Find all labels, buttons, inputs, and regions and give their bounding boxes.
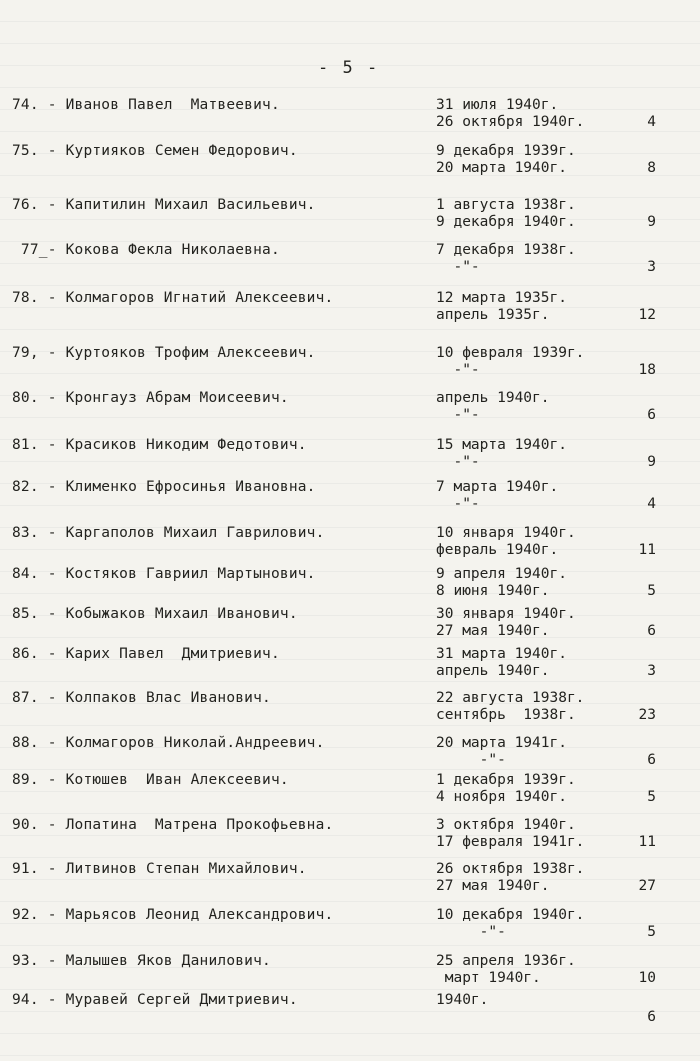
record-name: 74. - Иванов Павел Матвеевич. xyxy=(12,97,280,113)
record-row xyxy=(0,992,700,1036)
record-name: 86. - Карих Павел Дмитриевич. xyxy=(12,646,280,662)
record-name: 79, - Куртояков Трофим Алексеевич. xyxy=(12,345,316,361)
record-date-start: апрель 1940г. xyxy=(436,390,550,406)
record-date-end: апрель 1940г. xyxy=(436,663,550,679)
record-date-end: февраль 1940г. xyxy=(436,542,559,558)
record-date-start: 15 марта 1940г. xyxy=(436,437,567,453)
record-name: 78. - Колмагоров Игнатий Алексеевич. xyxy=(12,290,334,306)
record-count: 3 xyxy=(647,259,656,275)
record-name: 75. - Куртияков Семен Федорович. xyxy=(12,143,298,159)
record-name: 84. - Костяков Гавриил Мартынович. xyxy=(12,566,316,582)
record-count: 4 xyxy=(647,496,656,512)
record-date-start: 1940г. xyxy=(436,992,489,1008)
record-count: 6 xyxy=(647,623,656,639)
record-row xyxy=(0,290,700,334)
record-row xyxy=(0,861,700,905)
record-date-end: -"- xyxy=(436,496,480,512)
record-date-end: 26 октября 1940г. xyxy=(436,114,585,130)
record-date-end: март 1940г. xyxy=(436,970,541,986)
record-name: 82. - Клименко Ефросинья Ивановна. xyxy=(12,479,316,495)
record-row xyxy=(0,242,700,286)
record-date-start: 9 апреля 1940г. xyxy=(436,566,567,582)
record-count: 11 xyxy=(638,542,656,558)
record-row xyxy=(0,97,700,141)
record-name: 83. - Каргаполов Михаил Гаврилович. xyxy=(12,525,325,541)
record-count: 23 xyxy=(638,707,656,723)
record-date-start: 12 марта 1935г. xyxy=(436,290,567,306)
record-name: 85. - Кобыжаков Михаил Иванович. xyxy=(12,606,298,622)
record-count: 6 xyxy=(647,752,656,768)
record-date-start: 20 марта 1941г. xyxy=(436,735,567,751)
record-row xyxy=(0,479,700,523)
record-name: 89. - Котюшев Иван Алексеевич. xyxy=(12,772,289,788)
record-date-end: 8 июня 1940г. xyxy=(436,583,550,599)
record-count: 11 xyxy=(638,834,656,850)
record-date-end: сентябрь 1938г. xyxy=(436,707,576,723)
record-row xyxy=(0,345,700,389)
record-date-end: апрель 1935г. xyxy=(436,307,550,323)
record-date-start: 9 декабря 1939г. xyxy=(436,143,576,159)
record-name: 88. - Колмагоров Николай.Андреевич. xyxy=(12,735,325,751)
record-count: 5 xyxy=(647,583,656,599)
record-date-start: 22 августа 1938г. xyxy=(436,690,585,706)
record-name: 93. - Малышев Яков Данилович. xyxy=(12,953,271,969)
record-date-start: 31 марта 1940г. xyxy=(436,646,567,662)
record-count: 4 xyxy=(647,114,656,130)
record-name: 81. - Красиков Никодим Федотович. xyxy=(12,437,307,453)
record-date-end: 27 мая 1940г. xyxy=(436,878,550,894)
record-date-start: 10 января 1940г. xyxy=(436,525,576,541)
record-row xyxy=(0,772,700,816)
record-name: 94. - Муравей Сергей Дмитриевич. xyxy=(12,992,298,1008)
record-date-start: 1 августа 1938г. xyxy=(436,197,576,213)
record-date-end: -"- xyxy=(436,454,480,470)
record-name: 77_- Кокова Фекла Николаевна. xyxy=(12,242,280,258)
record-date-start: 3 октября 1940г. xyxy=(436,817,576,833)
record-count: 12 xyxy=(638,307,656,323)
record-count: 5 xyxy=(647,789,656,805)
record-date-end: 20 марта 1940г. xyxy=(436,160,567,176)
record-row xyxy=(0,525,700,569)
record-date-start: 26 октября 1938г. xyxy=(436,861,585,877)
record-name: 91. - Литвинов Степан Михайлович. xyxy=(12,861,307,877)
record-date-start: 7 марта 1940г. xyxy=(436,479,559,495)
record-date-start: 30 января 1940г. xyxy=(436,606,576,622)
record-name: 90. - Лопатина Матрена Прокофьевна. xyxy=(12,817,334,833)
record-date-start: 1 декабря 1939г. xyxy=(436,772,576,788)
record-date-end: -"- xyxy=(436,924,506,940)
record-count: 27 xyxy=(638,878,656,894)
record-count: 9 xyxy=(647,214,656,230)
record-date-end: -"- xyxy=(436,362,480,378)
record-row xyxy=(0,606,700,650)
record-date-end: 4 ноября 1940г. xyxy=(436,789,567,805)
record-name: 87. - Колпаков Влас Иванович. xyxy=(12,690,271,706)
record-count: 6 xyxy=(647,407,656,423)
record-date-end: -"- xyxy=(436,407,480,423)
record-date-start: 10 декабря 1940г. xyxy=(436,907,585,923)
record-count: 5 xyxy=(647,924,656,940)
record-date-end: 27 мая 1940г. xyxy=(436,623,550,639)
record-row xyxy=(0,566,700,610)
record-count: 9 xyxy=(647,454,656,470)
record-row xyxy=(0,907,700,951)
record-row xyxy=(0,437,700,481)
record-count: 3 xyxy=(647,663,656,679)
record-date-start: 7 декабря 1938г. xyxy=(436,242,576,258)
record-date-start: 10 февраля 1939г. xyxy=(436,345,585,361)
record-row xyxy=(0,197,700,241)
record-count: 10 xyxy=(638,970,656,986)
record-date-start: 25 апреля 1936г. xyxy=(436,953,576,969)
record-count: 8 xyxy=(647,160,656,176)
record-row xyxy=(0,390,700,434)
record-count: 18 xyxy=(638,362,656,378)
record-row xyxy=(0,143,700,187)
record-date-end: 9 декабря 1940г. xyxy=(436,214,576,230)
record-count: 6 xyxy=(647,1009,656,1025)
record-name: 80. - Кронгауз Абрам Моисеевич. xyxy=(12,390,289,406)
record-row xyxy=(0,690,700,734)
record-name: 76. - Капитилин Михаил Васильевич. xyxy=(12,197,316,213)
record-date-end: -"- xyxy=(436,752,506,768)
record-date-start: 31 июля 1940г. xyxy=(436,97,559,113)
record-name: 92. - Марьясов Леонид Александрович. xyxy=(12,907,334,923)
page-number: - 5 - xyxy=(318,58,380,78)
record-row xyxy=(0,953,700,997)
record-row xyxy=(0,646,700,690)
record-row xyxy=(0,817,700,861)
record-date-end: -"- xyxy=(436,259,480,275)
record-date-end: 17 февраля 1941г. xyxy=(436,834,585,850)
